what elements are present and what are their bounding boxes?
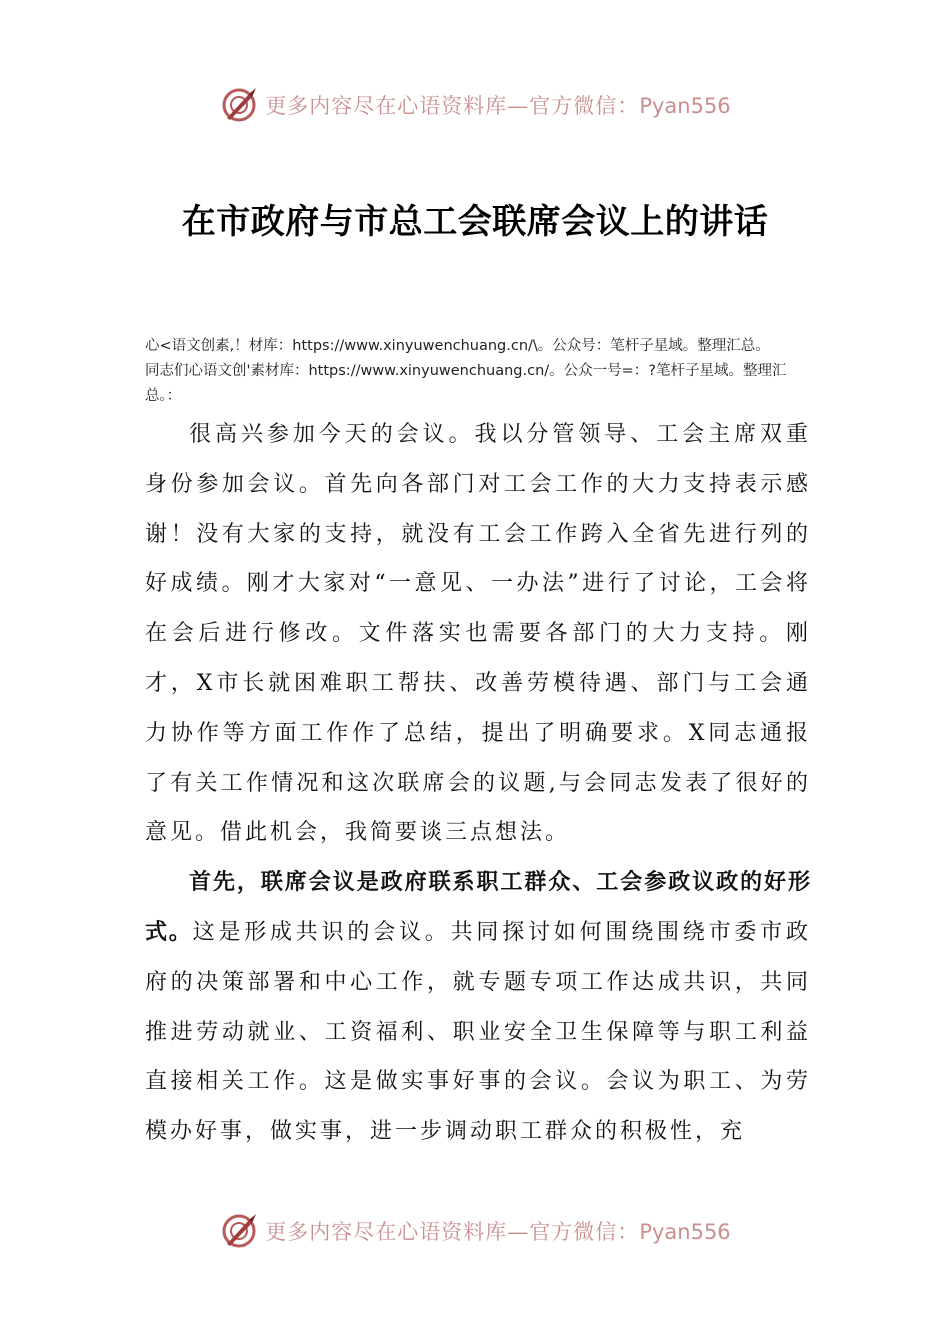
- body-paragraph: 很高兴参加今天的会议。我以分管领导、工会主席双重身份参加会议。首先向各部门对工会工作的大力支持表示感谢！没有大家的支持，就没有工会工作跨入全省先进行列的好成绩。刚才大家对“一意见、一办法”进行了讨论，工会将在会后进行修改。文件落实也需要各部门的大力支持。刚才，X市长就困难职工帮扶、改善劳模待遇、部门与工会通力协作等方面工作作了总结，提出了明确要求。X同志通报了有关工作情况和这次联席会的议题,与会同志发表了很好的意见。借此机会，我简要谈三点想法。: [145, 422, 811, 846]
- source-note: [145, 334, 811, 409]
- body-paragraph: 首先，联席会议是政府联系职工群众、工会参政议政的好形式。这是形成共识的会议。共同探讨如何围绕围绕市委市政府的决策部署和中心工作，就专题专项工作达成共识，共同推进劳动就业、工资福利、职业安全卫生保障等与职工利益直接相关工作。这是做实事好事的会议。会议为职工、为劳模办好事，做实事，进一步调动职工群众的积极性，充: [145, 870, 811, 1145]
- source-line: 心<语文创素,！材库：https://www.xinyuwenchuang.cn/\。公众号：笔杆子星域。整理汇总。: [145, 338, 770, 354]
- quill-logo-icon: [219, 85, 259, 125]
- footer-banner: [0, 1206, 950, 1256]
- banner-text: 更多内容尽在心语资料库—官方微信：Pyan556: [265, 94, 731, 118]
- header-banner: [0, 80, 950, 130]
- banner-text: 更多内容尽在心语资料库—官方微信：Pyan556: [265, 1220, 731, 1244]
- paragraph-lead: 首先，联席会议是政府联系职工群众、工会参政议政的好形式。: [145, 870, 811, 945]
- document-body: [145, 410, 811, 1157]
- quill-logo-icon: [219, 1211, 259, 1251]
- document-title: 在市政府与市总工会联席会议上的讲话: [181, 202, 769, 242]
- source-line: 同志们心语文创'素材库：https://www.xinyuwenchuang.cn/。公众一号=：?笔杆子星域。整理汇总。：: [145, 363, 787, 404]
